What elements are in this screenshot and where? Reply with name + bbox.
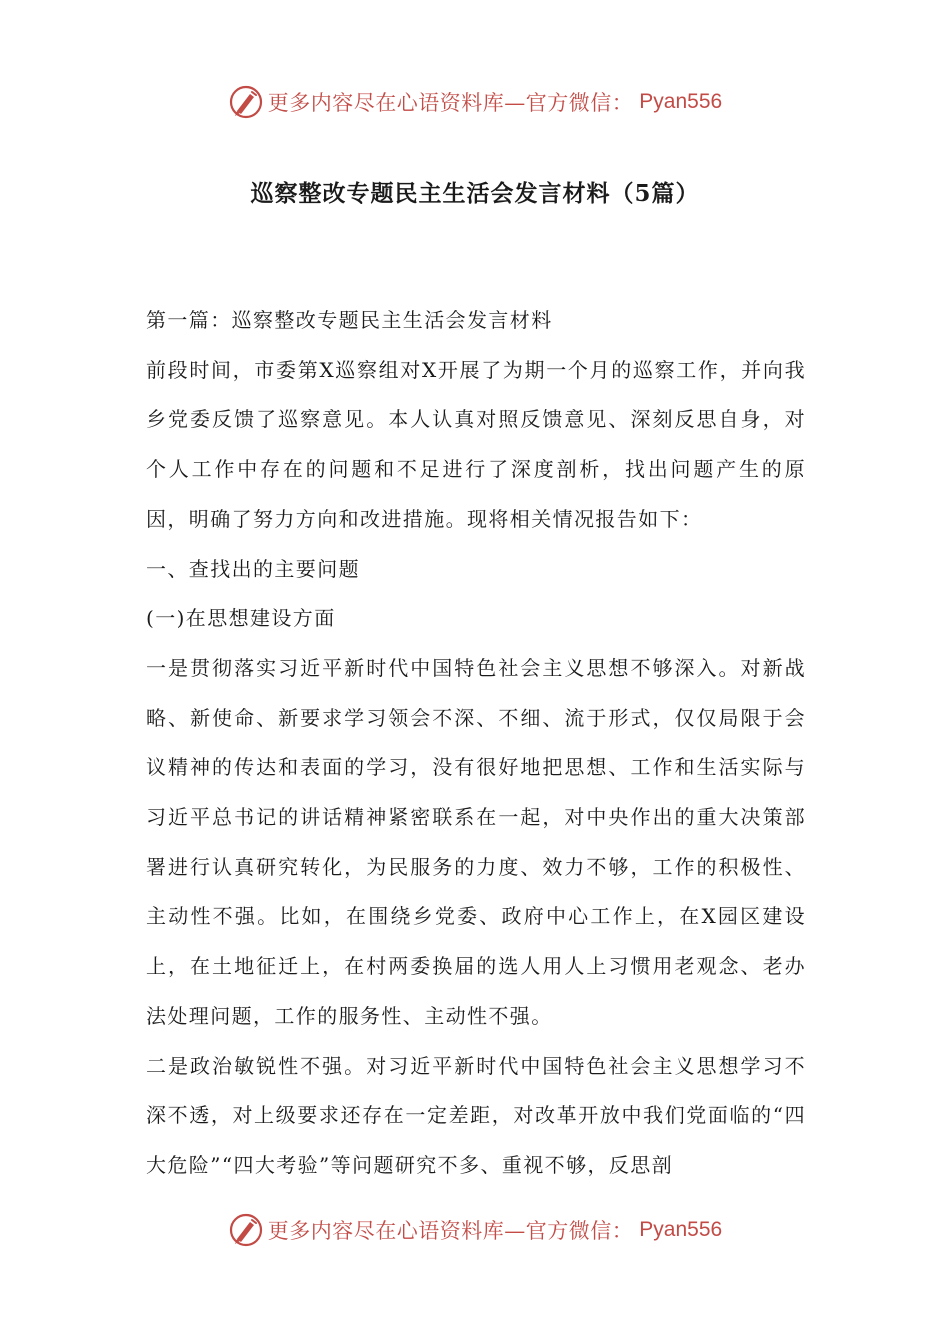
- document-body: [146, 296, 806, 1191]
- body-paragraph: 一是贯彻落实习近平新时代中国特色社会主义思想不够深入。对新战略、新使命、新要求学习领会不深、不细、流于形式，仅仅局限于会议精神的传达和表面的学习，没有很好地把思想、工作和生活实际与习近平总书记的讲话精神紧密联系在一起，对中央作出的重大决策部署进行认真研究转化，为民服务的力度、效力不够，工作的积极性、主动性不强。比如，在围绕乡党委、政府中心工作上，在X园区建设上，在土地征迁上，在村两委换届的选人用人上习惯用老观念、老办法处理问题，工作的服务性、主动性不强。: [146, 655, 806, 1028]
- body-paragraph: 前段时间，市委第X巡察组对X开展了为期一个月的巡察工作，并向我乡党委反馈了巡察意见。本人认真对照反馈意见、深刻反思自身，对个人工作中存在的问题和不足进行了深度剖析，找出问题产生的原因，明确了努力方向和改进措施。现将相关情况报告如下：: [146, 357, 806, 531]
- subsection-heading: (一)在思想建设方面: [146, 606, 336, 631]
- header-wechat-id: Pyan556: [639, 90, 723, 113]
- body-paragraph: 二是政治敏锐性不强。对习近平新时代中国特色社会主义思想学习不深不透，对上级要求还存在一定差距，对改革开放中我们党面临的“四大危险”“四大考验”等问题研究不多、重视不够，反思剖: [146, 1053, 806, 1177]
- pen-logo-icon: [228, 1212, 264, 1248]
- header-banner-text: 更多内容尽在心语资料库—官方微信：: [267, 91, 634, 115]
- footer-banner: [0, 1210, 950, 1250]
- section-heading: 一、查找出的主要问题: [146, 556, 360, 581]
- document-title: 巡察整改专题民主生活会发言材料（5篇）: [250, 180, 700, 207]
- header-banner: [0, 82, 950, 122]
- pen-logo-icon: [228, 84, 264, 120]
- footer-wechat-id: Pyan556: [639, 1218, 723, 1241]
- footer-banner-text: 更多内容尽在心语资料库—官方微信：: [267, 1219, 634, 1243]
- section-heading: 第一篇：巡察整改专题民主生活会发言材料: [146, 308, 553, 332]
